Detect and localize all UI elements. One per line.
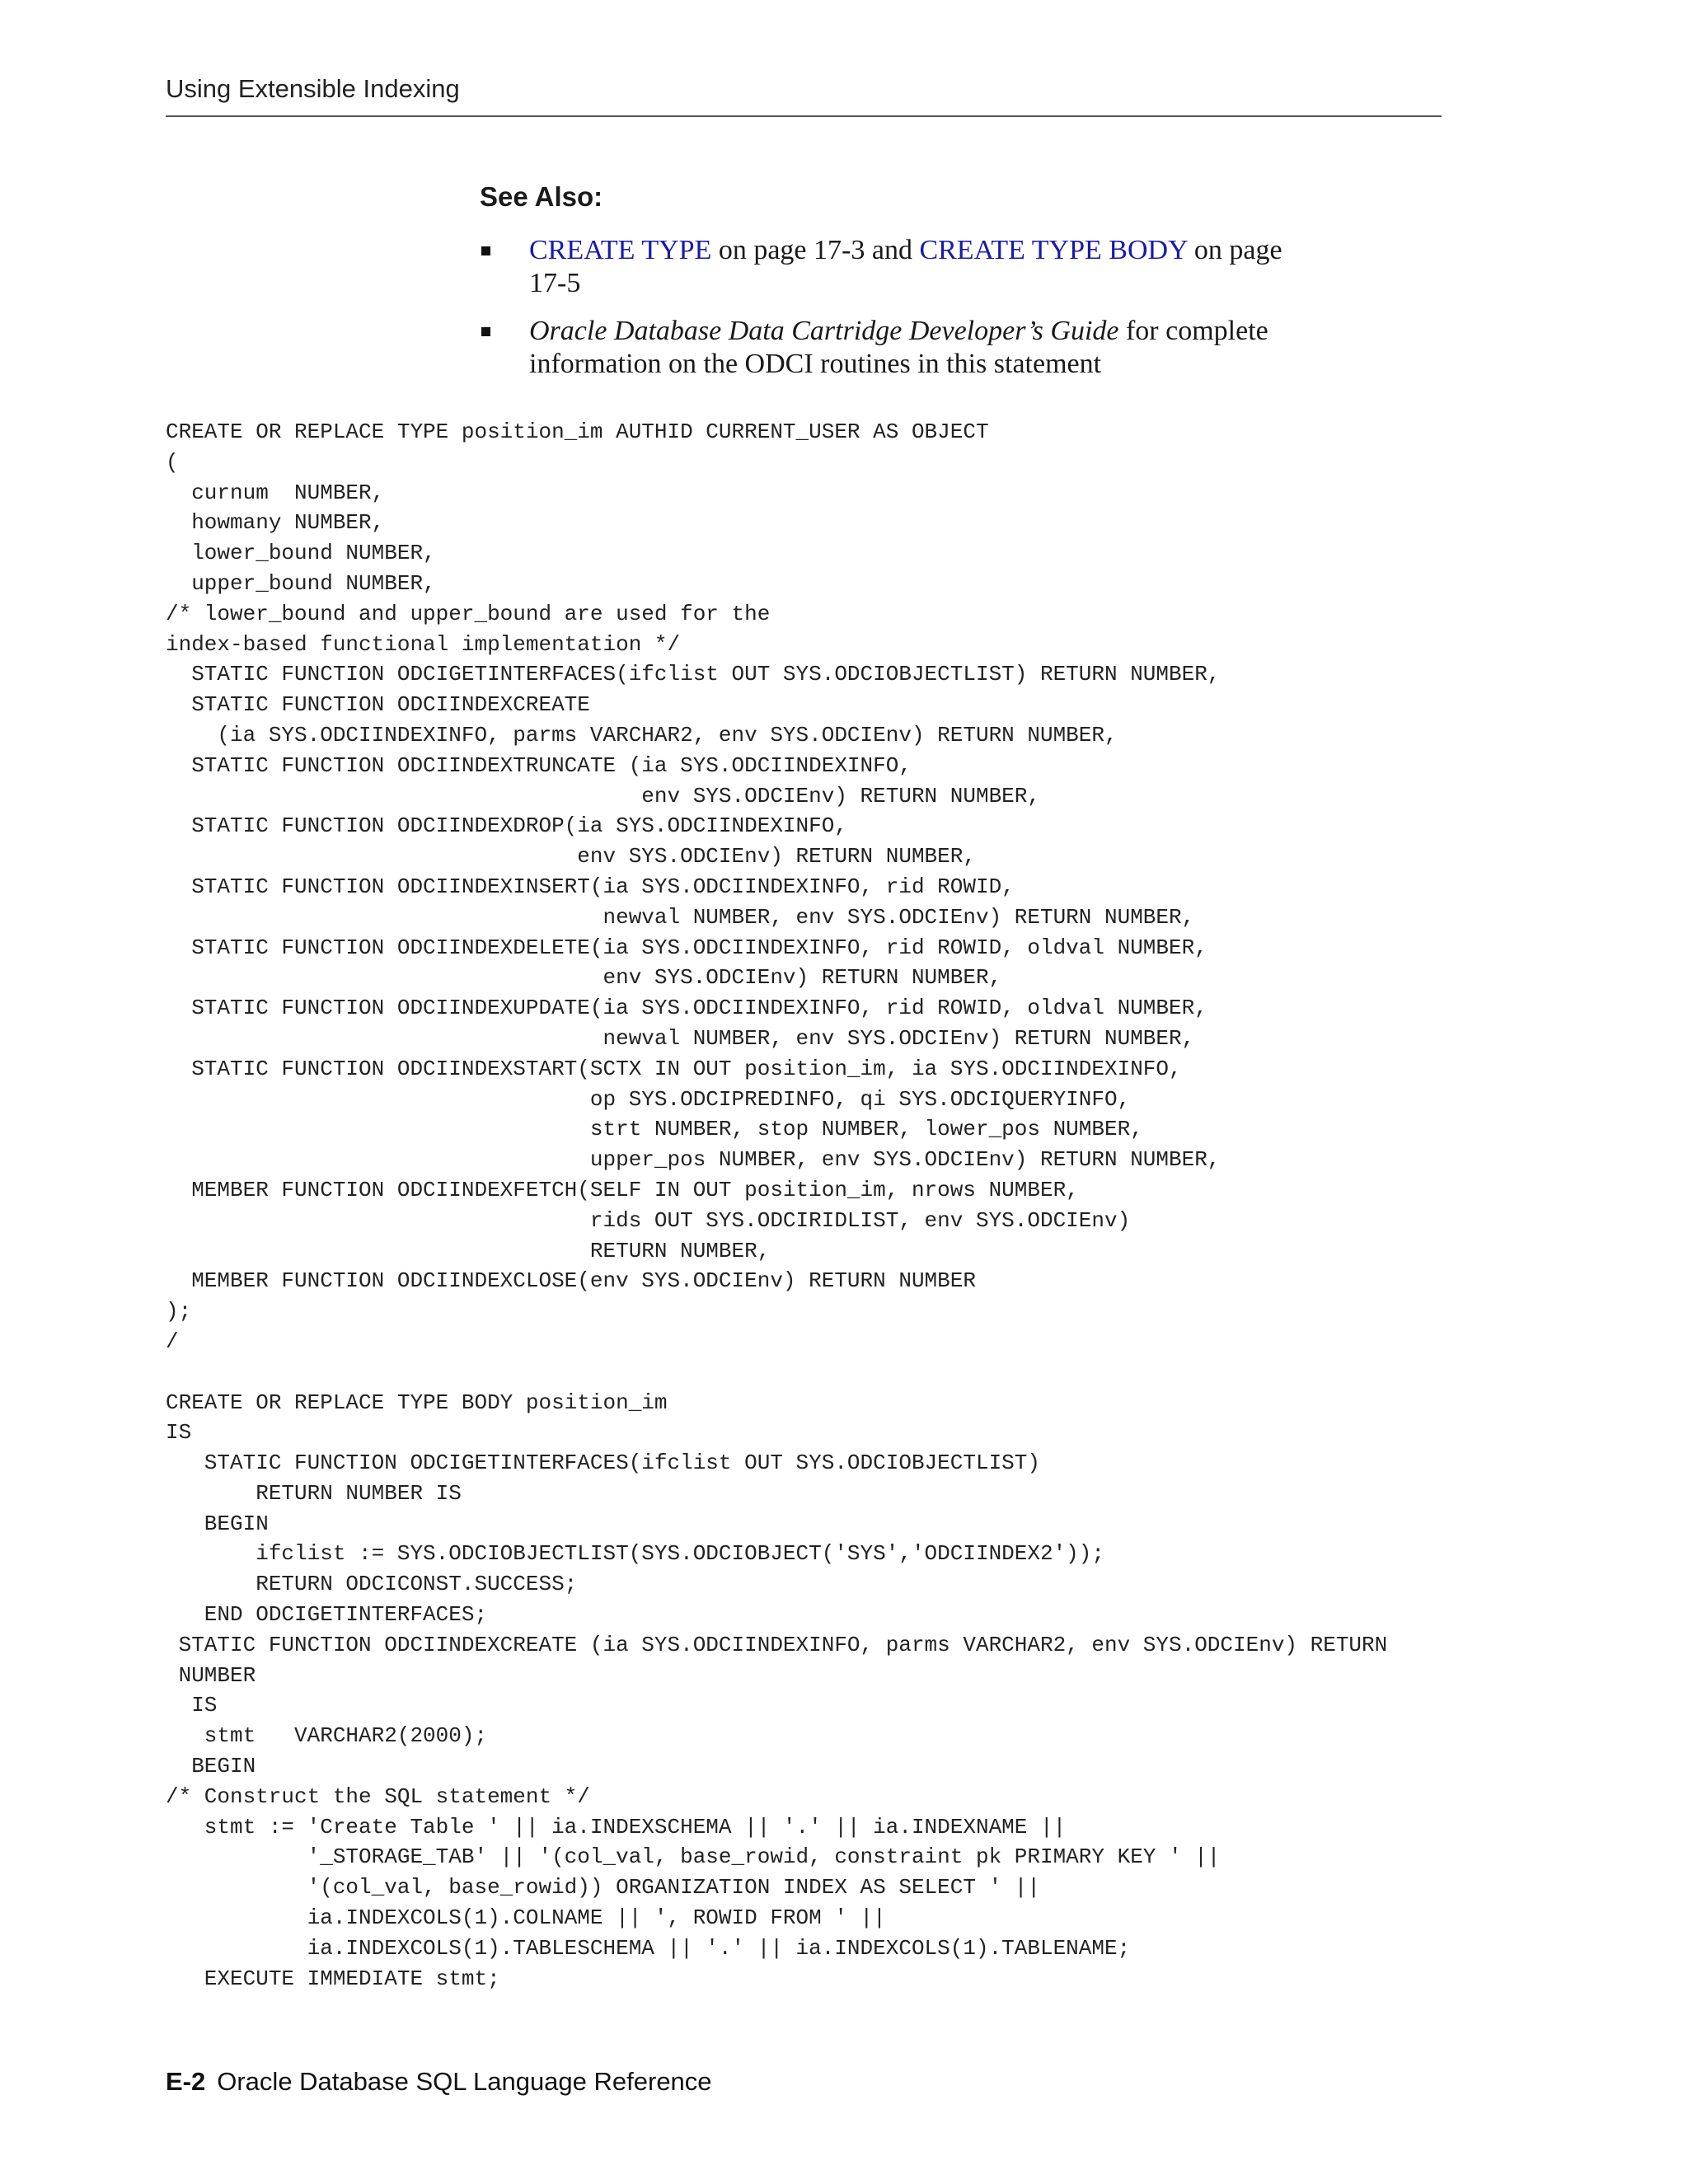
see-also-text: for complete information on the ODCI routines in this statement <box>529 316 1268 379</box>
page-number: E-2 <box>166 2067 206 2096</box>
see-also-note <box>480 181 1304 396</box>
see-also-text: on page 17-5 <box>529 235 1282 298</box>
create-type-body-link[interactable]: CREATE TYPE BODY <box>919 235 1188 265</box>
code-example: CREATE OR REPLACE TYPE position_im AUTHID CURRENT_USER AS OBJECT ( curnum NUMBER, howmany NUMBER, lower_bound NUMBER, upper_bound NUMBER, /* lower_bound and upper_bound are used for the index-based functional implementation */ STATIC FUNCTION ODCIGETINTERFACES(ifclist OUT SYS.ODCIOBJECTLIST) RETURN NUMBER, STATIC FUNCTION ODCIINDEXCREATE (ia SYS.ODCIINDEXINFO, parms VARCHAR2, env SYS.ODCIEnv) RETURN NUMBER, STATIC FUNCTION ODCIINDEXTRUNCATE (ia SYS.ODCIINDEXINFO, env SYS.ODCIEnv) RETURN NUMBER, STATIC FUNCTION ODCIINDEXDROP(ia SYS.ODCIINDEXINFO, env SYS.ODCIEnv) RETURN NUMBER, STATIC FUNCTION ODCIINDEXINSERT(ia SYS.ODCIINDEXINFO, rid ROWID, newval NUMBER, env SYS.ODCIEnv) RETURN NUMBER, STATIC FUNCTION ODCIINDEXDELETE(ia SYS.ODCIINDEXINFO, rid ROWID, oldval NUMBER, env SYS.ODCIEnv) RETURN NUMBER, STATIC FUNCTION ODCIINDEXUPDATE(ia SYS.ODCIINDEXINFO, rid ROWID, oldval NUMBER, newval NUMBER, env SYS.ODCIEnv) RETURN NUMBER, STATIC FUNCTION ODCIINDEXSTART(SCTX IN OUT position_im, ia SYS.ODCIINDEXINFO, op SYS.ODCIPREDINFO, qi SYS.ODCIQUERYINFO, strt NUMBER, stop NUMBER, lower_pos NUMBER, upper_pos NUMBER, env SYS.ODCIEnv) RETURN NUMBER, MEMBER FUNCTION ODCIINDEXFETCH(SELF IN OUT position_im, nrows NUMBER, rids OUT SYS.ODCIRIDLIST, env SYS.ODCIEnv) RETURN NUMBER, MEMBER FUNCTION ODCIINDEXCLOSE(env SYS.ODCIEnv) RETURN NUMBER ); / CREATE OR REPLACE TYPE BODY position_im IS STATIC FUNCTION ODCIGETINTERFACES(ifclist OUT SYS.ODCIOBJECTLIST) RETURN NUMBER IS BEGIN ifclist := SYS.ODCIOBJECTLIST(SYS.ODCIOBJECT('SYS','ODCIINDEX2')); RETURN ODCICONST.SUCCESS; END ODCIGETINTERFACES; STATIC FUNCTION ODCIINDEXCREATE (ia SYS.ODCIINDEXINFO, parms VARCHAR2, env SYS.ODCIEnv) RETURN NUMBER IS stmt VARCHAR2(2000); BEGIN /* Construct the SQL statement */ stmt := 'Create Table ' || ia.INDEXSCHEMA || '.' || ia.INDEXNAME || '_STORAGE_TAB' || '(col_val, base_rowid, constraint pk PRIMARY KEY ' || '(col_val, base_rowid)) ORGANIZATION INDEX AS SELECT ' || ia.INDEXCOLS(1).COLNAME || ', ROWID FROM ' || ia.INDEXCOLS(1).TABLESCHEMA || '.' || ia.INDEXCOLS(1).TABLENAME; EXECUTE IMMEDIATE stmt; <box>166 419 1388 1991</box>
page-footer <box>166 2067 712 2097</box>
see-also-item <box>480 234 1304 300</box>
see-also-text: on page 17-3 and <box>711 235 920 265</box>
see-also-heading: See Also: <box>480 181 603 212</box>
see-also-item <box>480 315 1304 381</box>
running-header: Using Extensible Indexing <box>166 74 460 103</box>
create-type-link[interactable]: CREATE TYPE <box>529 235 712 265</box>
footer-book-title: Oracle Database SQL Language Reference <box>217 2067 712 2096</box>
header-divider <box>166 115 1442 117</box>
referenced-book-title: Oracle Database Data Cartridge Developer’s Guide <box>529 316 1119 346</box>
see-also-list <box>480 234 1304 381</box>
square-bullet-icon <box>481 246 490 255</box>
square-bullet-icon <box>481 327 490 336</box>
